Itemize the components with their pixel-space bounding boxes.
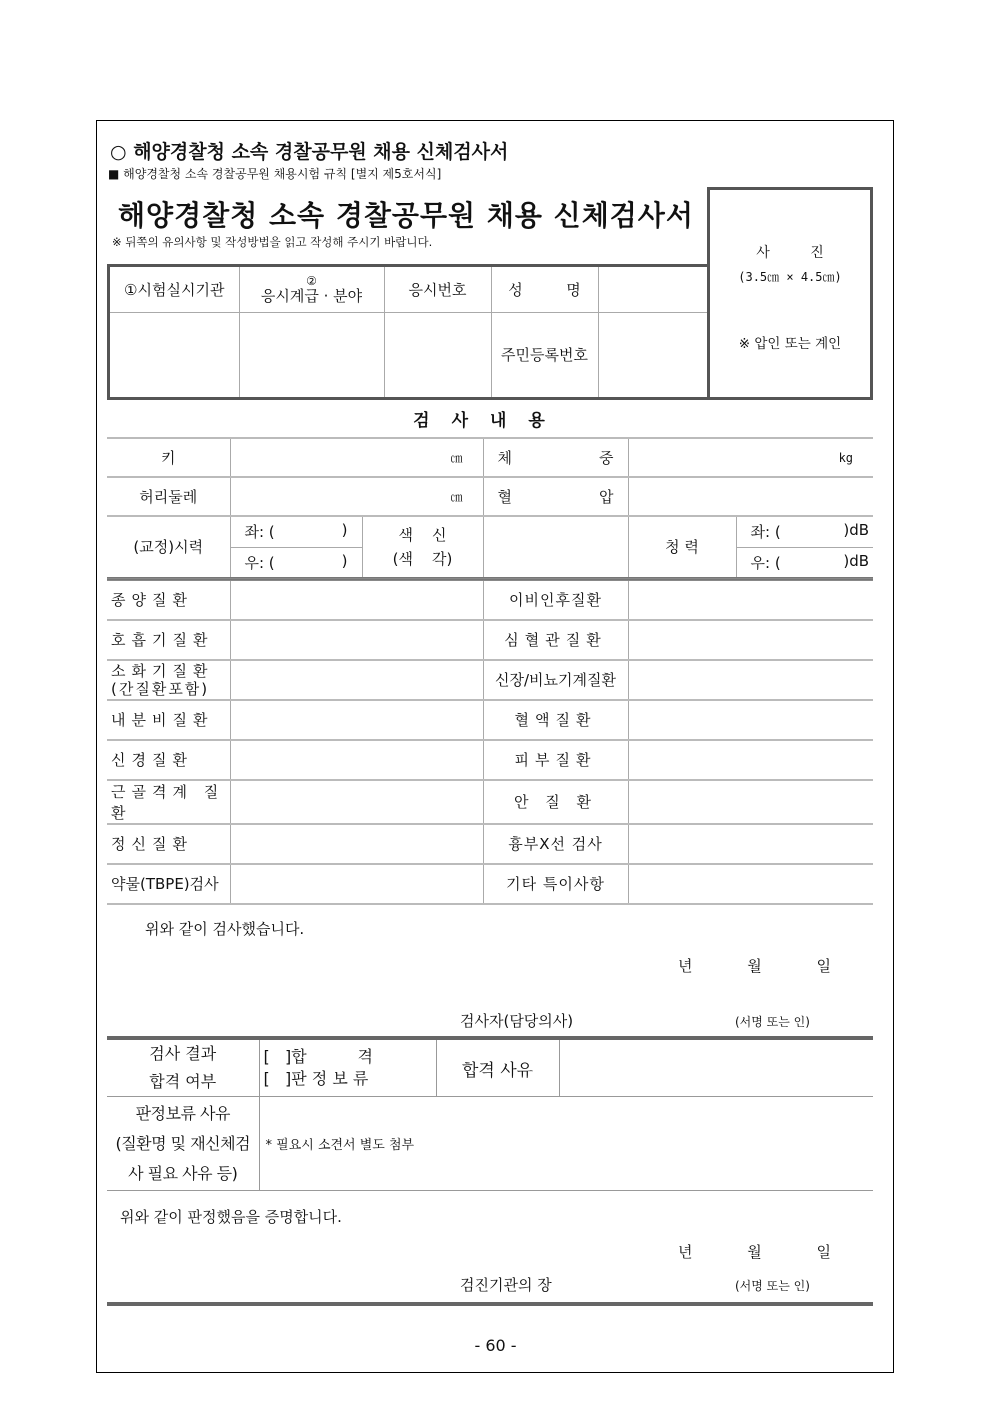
disease-row [107, 660, 873, 700]
label-height: 키 [107, 438, 230, 477]
color-vision-line-2: (색 각) [392, 549, 453, 568]
name-input[interactable] [598, 267, 707, 312]
hearing-left-label: 좌: ( [750, 523, 781, 542]
disease-right-text: 신장/비뇨기계질환 [495, 671, 616, 689]
disease-label-right [483, 740, 628, 780]
photo-note: ※ 압인 또는 계인 [738, 336, 842, 352]
disease-label-right [483, 780, 628, 824]
name-char-2: 명 [566, 280, 581, 299]
page-number: - 60 - [474, 1336, 517, 1355]
weight-char-1: 체 [497, 449, 513, 467]
disease-table [107, 578, 873, 905]
head-signature[interactable]: (서명 또는 인) [735, 1279, 810, 1293]
hold-note: * 필요시 소견서 별도 첨부 [265, 1138, 415, 1153]
vision-left-input[interactable] [230, 516, 362, 547]
disease-right-text: 심혈관질환 [504, 631, 607, 649]
disease-label-left [107, 620, 230, 660]
exam-institution-input[interactable] [110, 312, 239, 397]
hold-label-line-2: (질환명 및 재신체검 [115, 1133, 251, 1153]
result-table [107, 1040, 873, 1191]
disease-input-left[interactable] [230, 580, 483, 620]
disease-label-left [107, 700, 230, 740]
disease-input-right[interactable] [628, 580, 873, 620]
disease-label-right [483, 700, 628, 740]
disease-left-text: 정신질환 [111, 835, 193, 853]
bp-char-2: 압 [599, 488, 614, 506]
hold-label-line-1: 판정보류 사유 [135, 1103, 230, 1123]
hold-reason-input[interactable] [259, 1097, 873, 1191]
vision-right-input[interactable] [230, 547, 362, 578]
vision-right-close: ) [341, 551, 348, 570]
disease-left-text: 약물(TBPE)검사 [111, 875, 219, 893]
disease-label-left [107, 780, 230, 824]
label-vision: (교정)시력 [107, 516, 230, 578]
disease-row [107, 740, 873, 780]
height-unit: ㎝ [450, 451, 463, 465]
examiner-signature[interactable]: (서명 또는 인) [735, 1015, 810, 1029]
disease-label-right [483, 824, 628, 864]
hearing-left-input[interactable] [736, 516, 873, 547]
judge-date[interactable]: 년 월 일 [678, 1243, 832, 1261]
disease-label-left [107, 580, 230, 620]
vision-left-label: 좌: ( [244, 523, 275, 542]
checkbox-pass[interactable]: [ ]합 격 [263, 1047, 374, 1066]
form-reference: ■ 해양경찰청 소속 경찰공무원 채용시험 규칙 [별지 제5호서식] [108, 167, 442, 181]
judge-confirmation: 위와 같이 판정했음을 증명합니다. [120, 1208, 342, 1226]
result-label-line-2: 합격 여부 [149, 1072, 217, 1091]
disease-right-text: 안 질 환 [513, 793, 597, 811]
disease-left-text: 호흡기질환 [111, 631, 214, 649]
resident-number-input[interactable] [598, 312, 707, 397]
exam-date[interactable]: 년 월 일 [678, 957, 832, 975]
disease-right-text: 이비인후질환 [509, 591, 602, 610]
label-pass-reason: 합격 사유 [436, 1040, 559, 1097]
exam-confirmation: 위와 같이 검사했습니다. [145, 920, 305, 938]
photo-box[interactable] [707, 187, 873, 400]
checkbox-hold[interactable]: [ ]판 정 보 류 [263, 1069, 369, 1088]
disease-left-text: 내분비질환 [111, 711, 214, 729]
institution-head-label: 검진기관의 장 [460, 1276, 552, 1294]
pass-reason-input[interactable] [559, 1040, 873, 1097]
name-char-1: 성 [508, 280, 523, 299]
label-blood-pressure [483, 477, 628, 516]
applicant-table [110, 267, 707, 397]
weight-char-2: 중 [599, 449, 614, 467]
waist-unit: ㎝ [450, 490, 463, 504]
examiner-label: 검사자(담당의사) [460, 1012, 574, 1030]
color-vision-line-1: 색 신 [398, 525, 447, 544]
result-options [259, 1040, 436, 1097]
exam-section-title: 검사내용 [413, 411, 567, 431]
disease-right-text: 혈액질환 [514, 711, 597, 729]
label-result [107, 1040, 259, 1097]
disease-label-left [107, 824, 230, 864]
label-grade-field [239, 267, 384, 312]
disease-label-right [483, 620, 628, 660]
disease-row [107, 864, 873, 904]
weight-input[interactable] [628, 438, 873, 477]
vision-right-label: 우: ( [244, 553, 275, 572]
disease-input-right[interactable] [628, 740, 873, 780]
grade-field-input[interactable] [239, 312, 384, 397]
grade-field-text: 응시계급 · 분야 [260, 287, 363, 306]
disease-input-left[interactable] [230, 824, 483, 864]
label-hearing: 청 력 [628, 516, 736, 578]
disease-input-left[interactable] [230, 864, 483, 904]
label-exam-number: 응시번호 [384, 267, 491, 312]
waist-input[interactable] [230, 477, 483, 516]
disease-input-left[interactable] [230, 780, 483, 824]
hold-label-line-3: 사 필요 사유 등) [128, 1163, 238, 1183]
disease-row [107, 824, 873, 864]
section-heading: ○ 해양경찰청 소속 경찰공무원 채용 신체검사서 [110, 141, 509, 163]
disease-left-text: 신경질환 [111, 751, 193, 769]
disease-right-text: 흉부X선 검사 [508, 835, 603, 853]
height-input[interactable] [230, 438, 483, 477]
disease-row [107, 580, 873, 620]
disease-input-right[interactable] [628, 824, 873, 864]
hearing-left-unit: )dB [843, 521, 870, 540]
disease-left-text: 근골격계 질환 [111, 782, 225, 822]
label-weight [483, 438, 628, 477]
form-title: 해양경찰청 소속 경찰공무원 채용 신체검사서 [118, 199, 694, 232]
disease-input-right[interactable] [628, 780, 873, 824]
exam-number-input[interactable] [384, 312, 491, 397]
disease-label-left [107, 864, 230, 904]
disease-left-text: 종양질환 [111, 591, 193, 610]
disease-label-left [107, 660, 230, 700]
disease-input-left[interactable] [230, 660, 483, 700]
disease-label-right [483, 864, 628, 904]
form-notice: ※ 뒤쪽의 유의사항 및 작성방법을 읽고 작성해 주시기 바랍니다. [112, 235, 433, 249]
bottom-divider [107, 1302, 873, 1306]
result-label-line-1: 검사 결과 [149, 1044, 217, 1063]
disease-input-right[interactable] [628, 700, 873, 740]
bp-char-1: 혈 [497, 488, 513, 506]
disease-right-text: 피부질환 [514, 751, 597, 769]
disease-input-right[interactable] [628, 620, 873, 660]
vision-left-close: ) [341, 521, 348, 540]
disease-row [107, 780, 873, 824]
disease-input-left[interactable] [230, 700, 483, 740]
disease-label-right [483, 660, 628, 700]
measurement-table [107, 437, 873, 580]
label-resident-number: 주민등록번호 [491, 312, 598, 397]
disease-right-text: 기타 특이사항 [506, 875, 605, 893]
disease-label-left [107, 740, 230, 780]
disease-row [107, 620, 873, 660]
disease-row [107, 700, 873, 740]
hearing-right-unit: )dB [843, 551, 870, 570]
disease-input-left[interactable] [230, 740, 483, 780]
photo-label: 사 진 [756, 245, 842, 261]
hearing-right-input[interactable] [736, 547, 873, 578]
disease-left-line-1: 소화기질환 [111, 661, 214, 680]
label-hold-reason [107, 1097, 259, 1191]
disease-input-right[interactable] [628, 660, 873, 700]
disease-input-left[interactable] [230, 620, 483, 660]
disease-left-line-2: (간질환포함) [111, 679, 210, 698]
disease-input-right[interactable] [628, 864, 873, 904]
weight-unit: kg [838, 450, 854, 465]
label-exam-institution: ①시험실시기관 [110, 267, 239, 312]
label-name [491, 267, 598, 312]
photo-size: (3.5㎝ × 4.5㎝) [738, 270, 842, 284]
color-vision-input[interactable] [483, 516, 628, 578]
label-waist: 허리둘레 [107, 477, 230, 516]
blood-pressure-input[interactable] [628, 477, 873, 516]
circled-number: ② [306, 274, 317, 289]
label-color-vision [362, 516, 483, 578]
hearing-right-label: 우: ( [750, 553, 781, 572]
disease-label-right [483, 580, 628, 620]
